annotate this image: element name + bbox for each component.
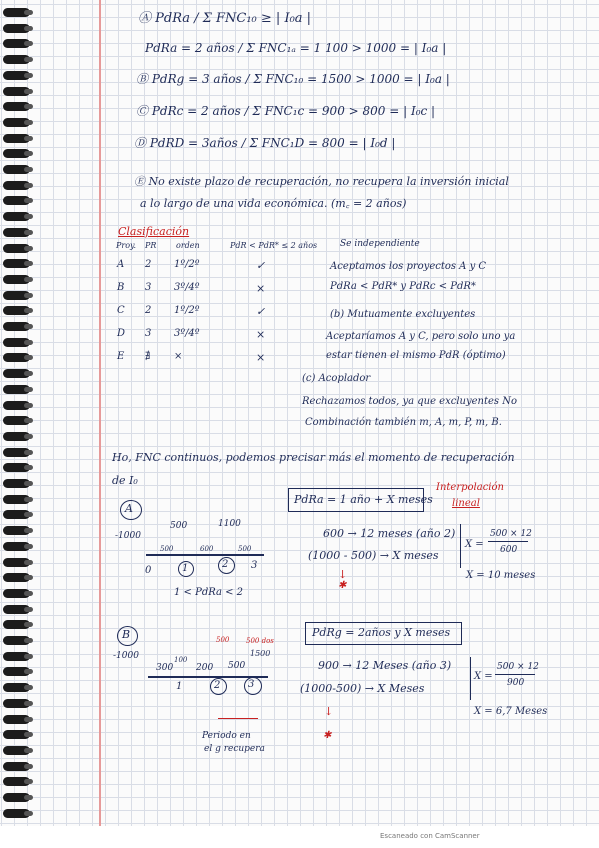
table-cell: × [174, 351, 183, 362]
binding-ring [3, 416, 30, 425]
binding-ring [3, 149, 30, 158]
binding-ring [3, 87, 30, 96]
binding-ring [3, 39, 30, 48]
section-b-x-eq: X = [474, 671, 493, 682]
timeline-b-tick2: 2 [214, 680, 221, 691]
binding-ring [3, 683, 30, 692]
section-a-frac-bot: 600 [500, 545, 518, 555]
section-b-arrow: ↓ [324, 705, 334, 718]
binding-ring [3, 385, 30, 394]
binding-ring [3, 793, 30, 802]
note-1: Aceptamos los proyectos A y C [330, 261, 487, 272]
timeline-a-seg2: 600 [200, 545, 214, 553]
line-b: Ⓑ PdRg = 3 años / Σ FNC₁₀ = 1500 > 1000 = | I₀a | [136, 72, 450, 86]
timeline-a-tick1: 1 [182, 563, 189, 574]
note-3: (b) Mutuamente excluyentes [330, 309, 476, 320]
binding-ring [3, 667, 30, 676]
table-cell: 2 [145, 305, 152, 316]
table-cell: 3º/4º [174, 328, 200, 339]
binding-ring [3, 353, 30, 362]
section-a-x-eq: X = [465, 539, 484, 550]
binding-ring [3, 479, 30, 488]
binding-ring [3, 306, 30, 315]
timeline-b-seg1: 300 [156, 663, 174, 673]
note-8: Combinación también m, A, m, P, m, B. [305, 417, 502, 428]
section-b-frac-top: 500 × 12 [497, 662, 539, 672]
binding-ring [3, 762, 30, 771]
note-5: estar tienen el mismo PdR (óptimo) [326, 350, 506, 361]
section-a-frac-top: 500 × 12 [490, 529, 532, 539]
table-cell: × [256, 282, 266, 295]
timeline-a-investment: -1000 [115, 531, 141, 541]
section-a-formula: PdRa = 1 año + X meses [294, 493, 433, 506]
table-header-proy: Proy. [116, 241, 137, 250]
table-cell: E [117, 351, 125, 362]
note-2: PdRa < PdR* y PdRc < PdR* [330, 281, 476, 292]
line-e1: Ⓔ No existe plazo de recuperación, no recupera la inversión inicial [134, 175, 509, 188]
timeline-b-seg3: 500 [228, 661, 246, 671]
section-a-eq2: (1000 - 500) → X meses [308, 549, 439, 562]
timeline-a-seg1: 500 [160, 545, 174, 553]
timeline-a-range: 1 < PdRa < 2 [174, 587, 244, 598]
binding-ring [3, 102, 30, 111]
binding-ring [3, 71, 30, 80]
table-cell: 1º/2º [174, 305, 200, 316]
binding-ring [3, 259, 30, 268]
periodo-arrow [218, 718, 258, 719]
paragraph-2: de I₀ [112, 474, 138, 487]
section-a-star: ✱ [338, 580, 347, 591]
note-7: Rechazamos todos, ya que excluyentes No [302, 396, 517, 407]
section-a-eq1: 600 → 12 meses (año 2) [323, 527, 456, 540]
interp-label-2: lineal [452, 498, 480, 509]
binding-ring [3, 401, 30, 410]
binding-ring [3, 542, 30, 551]
timeline-a-tick0: 0 [145, 565, 152, 576]
binding-ring [3, 432, 30, 441]
binding-ring [3, 24, 30, 33]
section-a-label: A [125, 502, 133, 515]
section-b-frac-bot: 900 [507, 678, 525, 688]
table-header-pr: PR [145, 241, 157, 250]
table-cell: B [117, 282, 125, 293]
binding-ring [3, 165, 30, 174]
timeline-a-seg3: 500 [238, 545, 252, 553]
binding-ring [3, 573, 30, 582]
binding-ring [3, 777, 30, 786]
binding-ring [3, 620, 30, 629]
section-a-arrow: ↓ [338, 568, 348, 581]
line-c: Ⓒ PdRc = 2 años / Σ FNC₁c = 900 > 800 = | I₀c | [136, 104, 436, 118]
section-b-eq2: (1000-500) → X Meses [300, 682, 425, 695]
binding-ring [3, 463, 30, 472]
timeline-b-seg2: 200 [196, 663, 214, 673]
binding-ring [3, 589, 30, 598]
binding-ring [3, 510, 30, 519]
binding-ring [3, 605, 30, 614]
section-b-result: X = 6,7 Meses [474, 706, 548, 717]
table-cell: D [117, 328, 126, 339]
note-6: (c) Acoplador [302, 373, 371, 384]
bottom-strip [0, 826, 599, 848]
table-cell: × [256, 328, 266, 341]
binding-ring [3, 338, 30, 347]
margin-line [99, 0, 101, 830]
binding-ring [3, 118, 30, 127]
binding-ring [3, 558, 30, 567]
table-title: Clasificación [118, 225, 190, 238]
timeline-a-cum500: 500 [170, 521, 188, 531]
timeline-a-tick3: 3 [251, 560, 258, 571]
scanner-footer: Escaneado con CamScanner [380, 832, 480, 840]
binding-ring [3, 652, 30, 661]
section-a-result: X = 10 meses [466, 570, 536, 581]
binding-ring [3, 730, 30, 739]
binding-ring [3, 228, 30, 237]
section-b-formula: PdRg = 2años y X meses [312, 626, 451, 639]
table-cell: 3 [145, 282, 152, 293]
binding-ring [3, 196, 30, 205]
timeline-b-investment: -1000 [113, 651, 139, 661]
table-cell: ✓ [256, 259, 266, 272]
table-cell: 3 [145, 328, 152, 339]
line-a2: PdRa = 2 años / Σ FNC₁ₐ = 1 100 > 1000 = | I₀a | [145, 41, 447, 55]
table-cell: × [256, 351, 266, 364]
note-4: Aceptaríamos A y C, pero solo uno ya [326, 331, 516, 342]
binding-ring [3, 526, 30, 535]
section-b-eq1: 900 → 12 Meses (año 3) [318, 659, 452, 672]
binding-ring [3, 8, 30, 17]
timeline-b-top2: 500 [216, 636, 230, 644]
line-e2: a lo largo de una vida económica. (m꜀ = 2 años) [140, 197, 407, 210]
section-a-brace [460, 524, 461, 568]
binding-ring [3, 746, 30, 755]
timeline-a-axis [146, 554, 264, 556]
binding-ring [3, 291, 30, 300]
section-b-label: B [122, 628, 131, 641]
table-cell: ∄ [145, 351, 151, 362]
binding-ring [3, 809, 30, 818]
binding-ring [3, 134, 30, 143]
line-d: Ⓓ PdRD = 3años / Σ FNC₁D = 800 = | I₀d | [134, 136, 396, 150]
binding-ring [3, 636, 30, 645]
line-a1: Ⓐ PdRa / Σ FNC₁₀ ≥ | I₀a | [138, 11, 312, 26]
binding-ring [3, 715, 30, 724]
binding-ring [3, 275, 30, 284]
binding-ring [3, 369, 30, 378]
table-cell: 2 [145, 259, 152, 270]
binding-ring [3, 244, 30, 253]
binding-ring [3, 448, 30, 457]
table-cell: 3º/4º [174, 282, 200, 293]
section-b-star: ✱ [323, 730, 332, 741]
timeline-a-cum1100: 1100 [218, 519, 241, 529]
table-header-indep: Se independiente [340, 239, 420, 249]
section-b-frac-bar [495, 674, 535, 675]
binding-ring [3, 322, 30, 331]
timeline-b-top4: 1500 [250, 649, 271, 658]
binding-ring [3, 212, 30, 221]
table-header-criterion: PdR < PdR* ≤ 2 años [230, 241, 318, 250]
timeline-a-tick2: 2 [222, 559, 229, 570]
binding-ring [3, 699, 30, 708]
timeline-b-top1: 100 [174, 656, 188, 664]
periodo-label-1: Periodo en [202, 731, 251, 741]
table-cell: 1º/2º [174, 259, 200, 270]
section-b-brace [470, 657, 471, 700]
interp-label: Interpolación [436, 482, 504, 493]
timeline-b-tick3: 3 [248, 679, 255, 690]
periodo-label-2: el g recupera [204, 744, 265, 754]
section-a-frac-bar [488, 541, 528, 542]
binding-ring [3, 495, 30, 504]
table-cell: A [117, 259, 125, 270]
table-cell: C [117, 305, 125, 316]
table-cell: ✓ [256, 305, 266, 318]
timeline-b-tick1: 1 [176, 681, 183, 692]
binding-ring [3, 181, 30, 190]
paragraph-1: Ho, FNC continuos, podemos precisar más el momento de recuperación [112, 451, 515, 464]
timeline-b-top3: 500 dos [246, 637, 274, 645]
binding-ring [3, 55, 30, 64]
table-header-orden: orden [176, 241, 200, 250]
spiral-binding [0, 0, 36, 848]
